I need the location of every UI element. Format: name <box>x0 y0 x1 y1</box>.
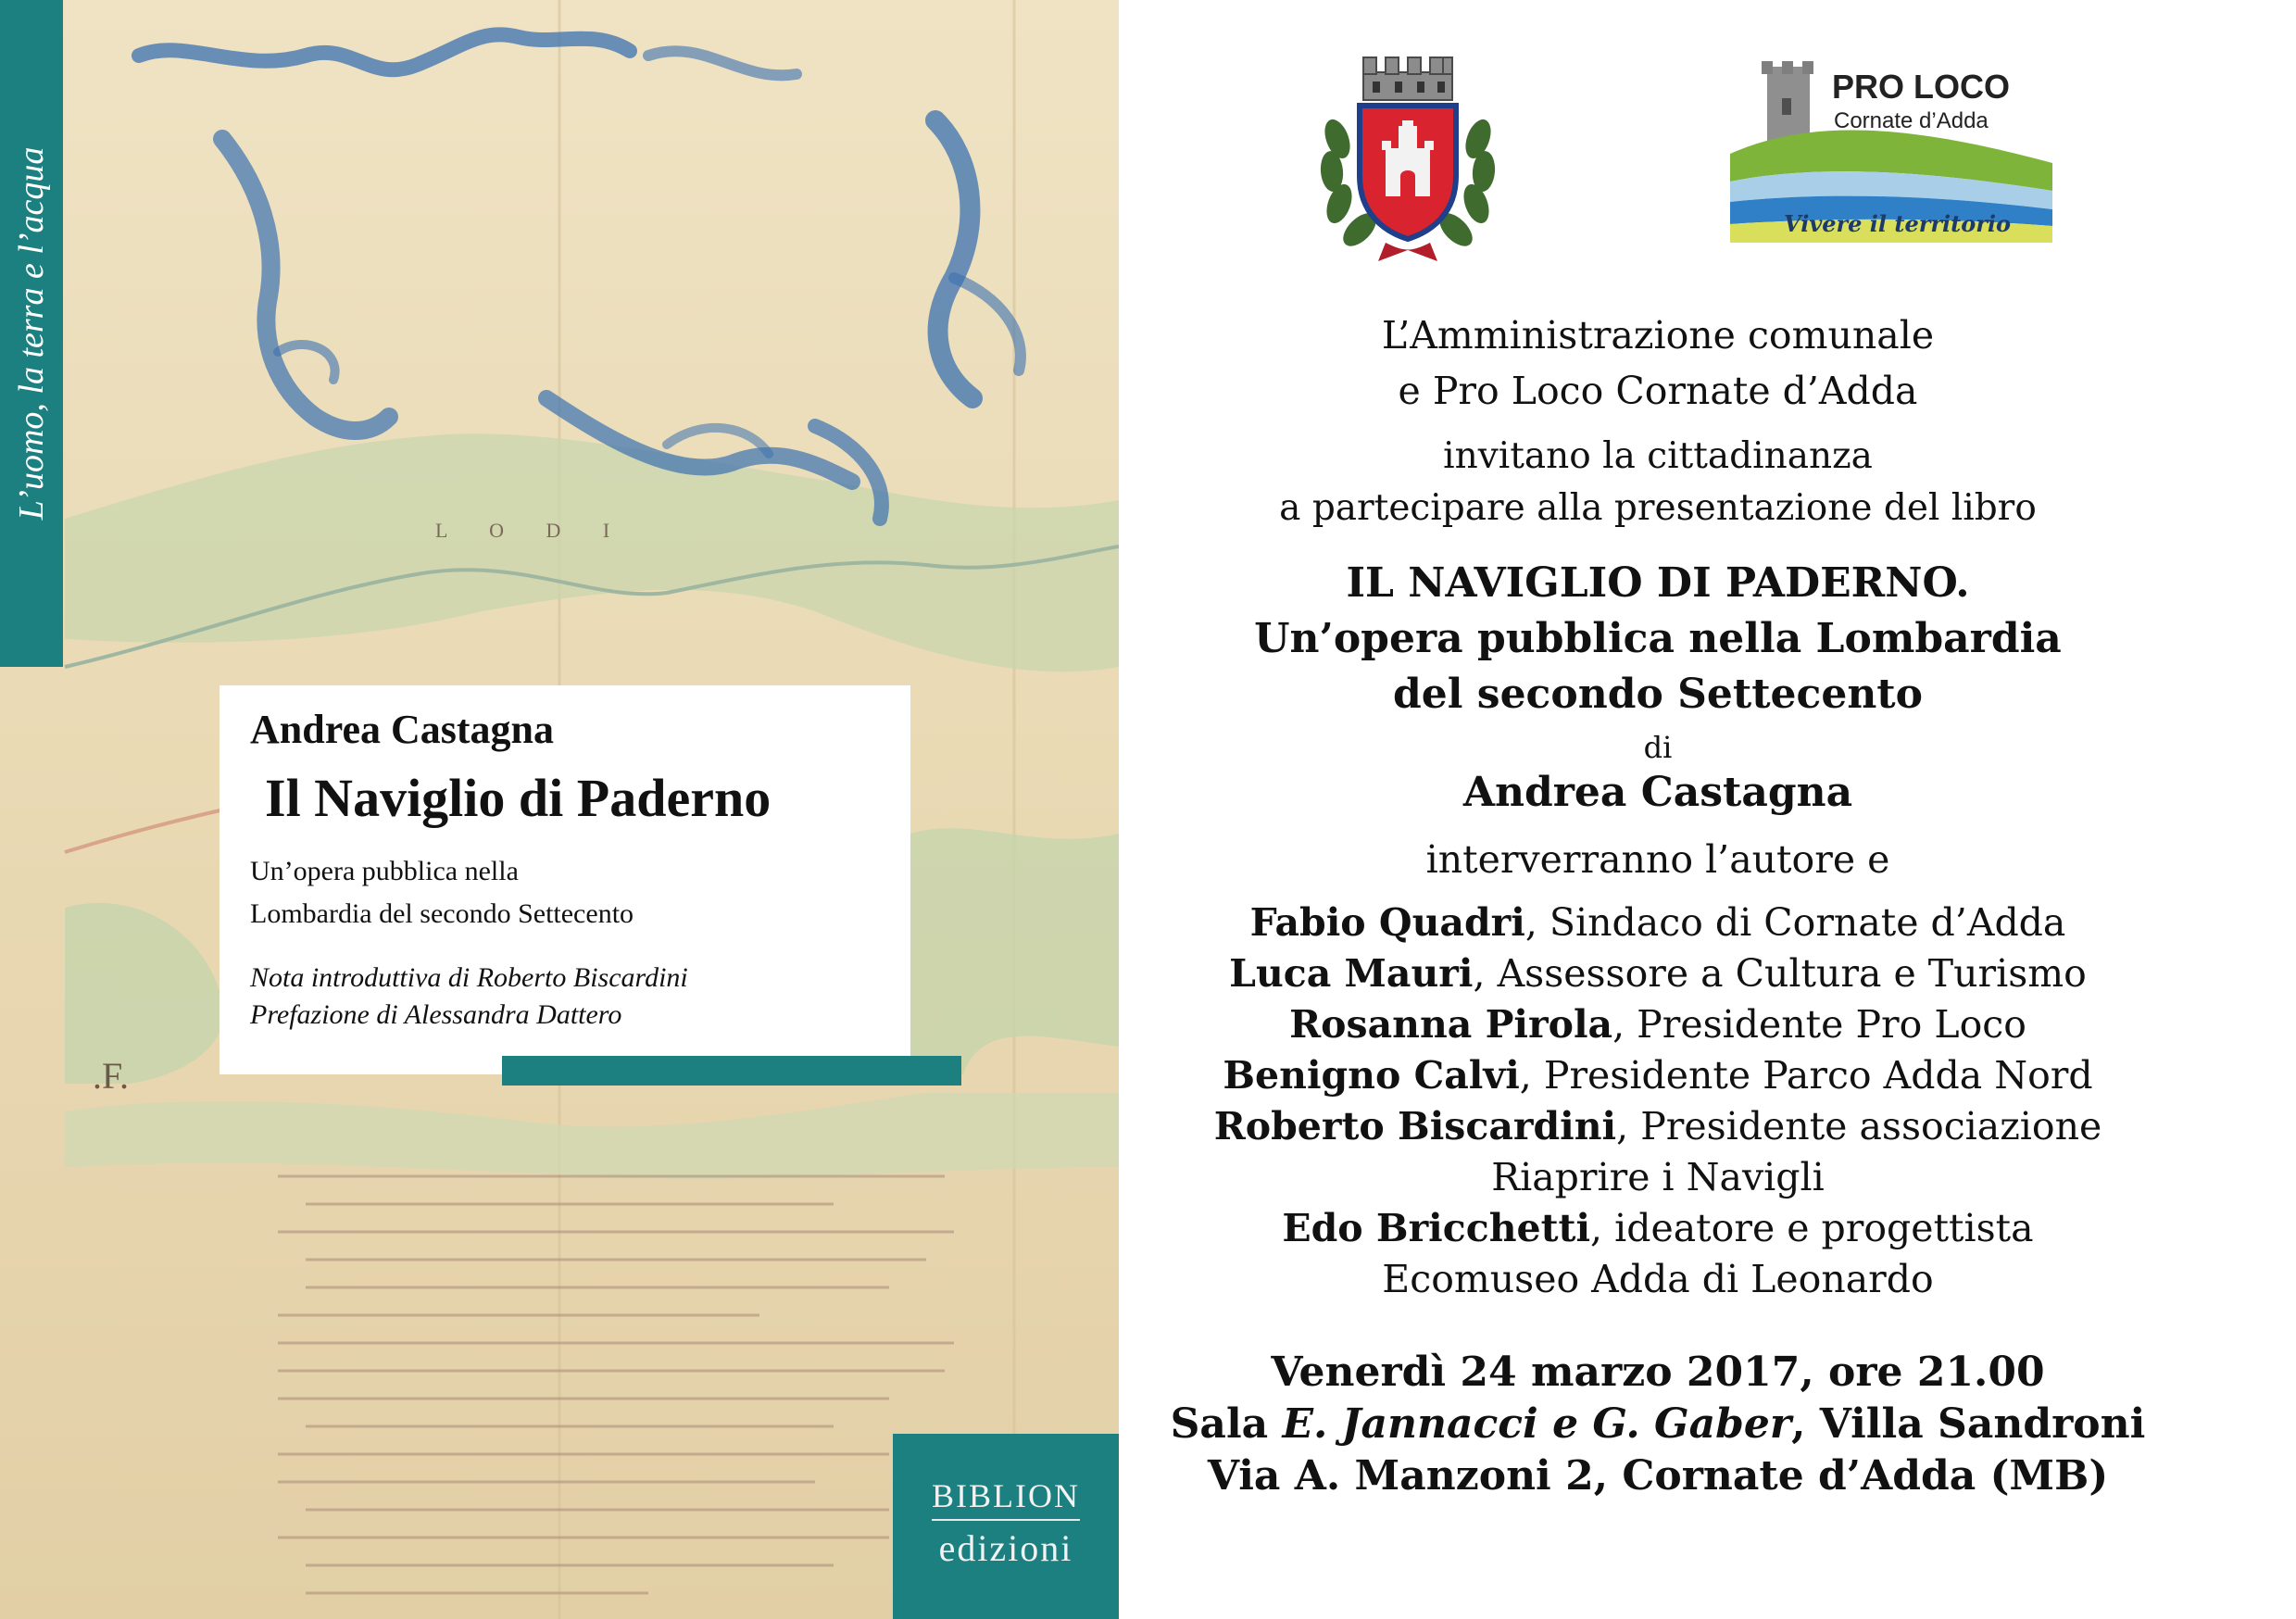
book-cover <box>0 0 1119 1619</box>
speaker-role: , ideatore e progettista <box>1590 1206 2034 1250</box>
cover-book-title: Il Naviglio di Paderno <box>265 768 772 828</box>
cover-subtitle <box>250 850 634 935</box>
invite-line-1: L’Amministrazione comunale <box>1381 313 1935 358</box>
invite-line-3: invitano la cittadinanza <box>1443 435 1873 477</box>
speaker-name: Edo Bricchetti <box>1282 1206 1591 1250</box>
book-title-line-1: IL NAVIGLIO DI PADERNO. <box>1346 559 1970 607</box>
speaker-name: Luca Mauri <box>1229 951 1474 996</box>
event-date: Venerdì 24 marzo 2017, ore 21.00 <box>1271 1349 2045 1396</box>
venue-suffix: , Villa Sandroni <box>1791 1400 2146 1448</box>
speakers-intro: interverranno l’autore e <box>1425 837 1890 882</box>
invite-line-2: e Pro Loco Cornate d’Adda <box>1398 369 1918 413</box>
municipal-coat-of-arms <box>1311 37 1504 267</box>
event-venue <box>1158 1400 2158 1448</box>
invite-author: Andrea Castagna <box>1462 769 1853 816</box>
speaker-name: Roberto Biscardini <box>1213 1104 1617 1148</box>
by-label: di <box>1643 730 1673 765</box>
series-title: L’uomo, la terra e l’acqua <box>12 146 51 521</box>
speaker-role: , Assessore a Cultura e Turismo <box>1473 951 2087 996</box>
venue-prefix: Sala <box>1170 1400 1283 1448</box>
map-letter: .F. <box>93 1055 130 1097</box>
invite-line-4: a partecipare alla presentazione del libro <box>1279 487 2037 529</box>
speaker-line <box>1158 1206 2158 1250</box>
speaker-role: Ecomuseo Adda di Leonardo <box>1382 1257 1934 1301</box>
speaker-role: , Presidente Pro Loco <box>1612 1002 2026 1047</box>
speaker-role: , Presidente Parco Adda Nord <box>1519 1053 2093 1098</box>
cover-credit-line: Prefazione di Alessandra Dattero <box>250 999 622 1030</box>
map-lettering: L O D I <box>435 519 629 542</box>
speaker-line <box>1158 1104 2158 1148</box>
event-address: Via A. Manzoni 2, Cornate d’Adda (MB) <box>1207 1452 2109 1500</box>
proloco-town: Cornate d’Adda <box>1834 108 1989 133</box>
proloco-tagline: Vivere il territorio <box>1784 210 2012 237</box>
speaker-name: Rosanna Pirola <box>1289 1002 1613 1047</box>
speaker-line <box>1158 1002 2158 1047</box>
book-title-line-2: Un’opera pubblica nella Lombardia <box>1254 615 2062 662</box>
title-accent-bar <box>502 1056 961 1086</box>
publisher-divider <box>932 1519 1080 1521</box>
venue-name: E. Jannacci e G. Gaber <box>1282 1400 1792 1448</box>
cover-author: Andrea Castagna <box>250 707 555 752</box>
publisher-subname: edizioni <box>938 1527 1073 1569</box>
speaker-line <box>1158 1053 2158 1098</box>
speaker-role: Riaprire i Navigli <box>1491 1155 1825 1199</box>
pro-loco-logo <box>1730 61 2052 243</box>
cover-subtitle-line: Lombardia del secondo Settecento <box>250 898 634 929</box>
proloco-title: PRO LOCO <box>1832 68 2011 106</box>
cover-subtitle-line: Un’opera pubblica nella <box>250 856 519 886</box>
speaker-line <box>1158 1257 2158 1301</box>
publisher-name: BIBLION <box>932 1477 1080 1514</box>
speaker-name: Fabio Quadri <box>1249 900 1525 945</box>
speaker-line <box>1158 900 2158 945</box>
cover-credit-line: Nota introduttiva di Roberto Biscardini <box>250 962 688 993</box>
book-title-line-3: del secondo Settecento <box>1393 671 1923 718</box>
publisher-logo <box>893 1434 1119 1619</box>
speaker-role: , Presidente associazione <box>1616 1104 2102 1148</box>
speaker-role: , Sindaco di Cornate d’Adda <box>1524 900 2066 945</box>
speaker-name: Benigno Calvi <box>1223 1053 1520 1098</box>
cover-credits <box>250 960 688 1034</box>
speaker-line <box>1158 951 2158 996</box>
speaker-line <box>1158 1155 2158 1199</box>
